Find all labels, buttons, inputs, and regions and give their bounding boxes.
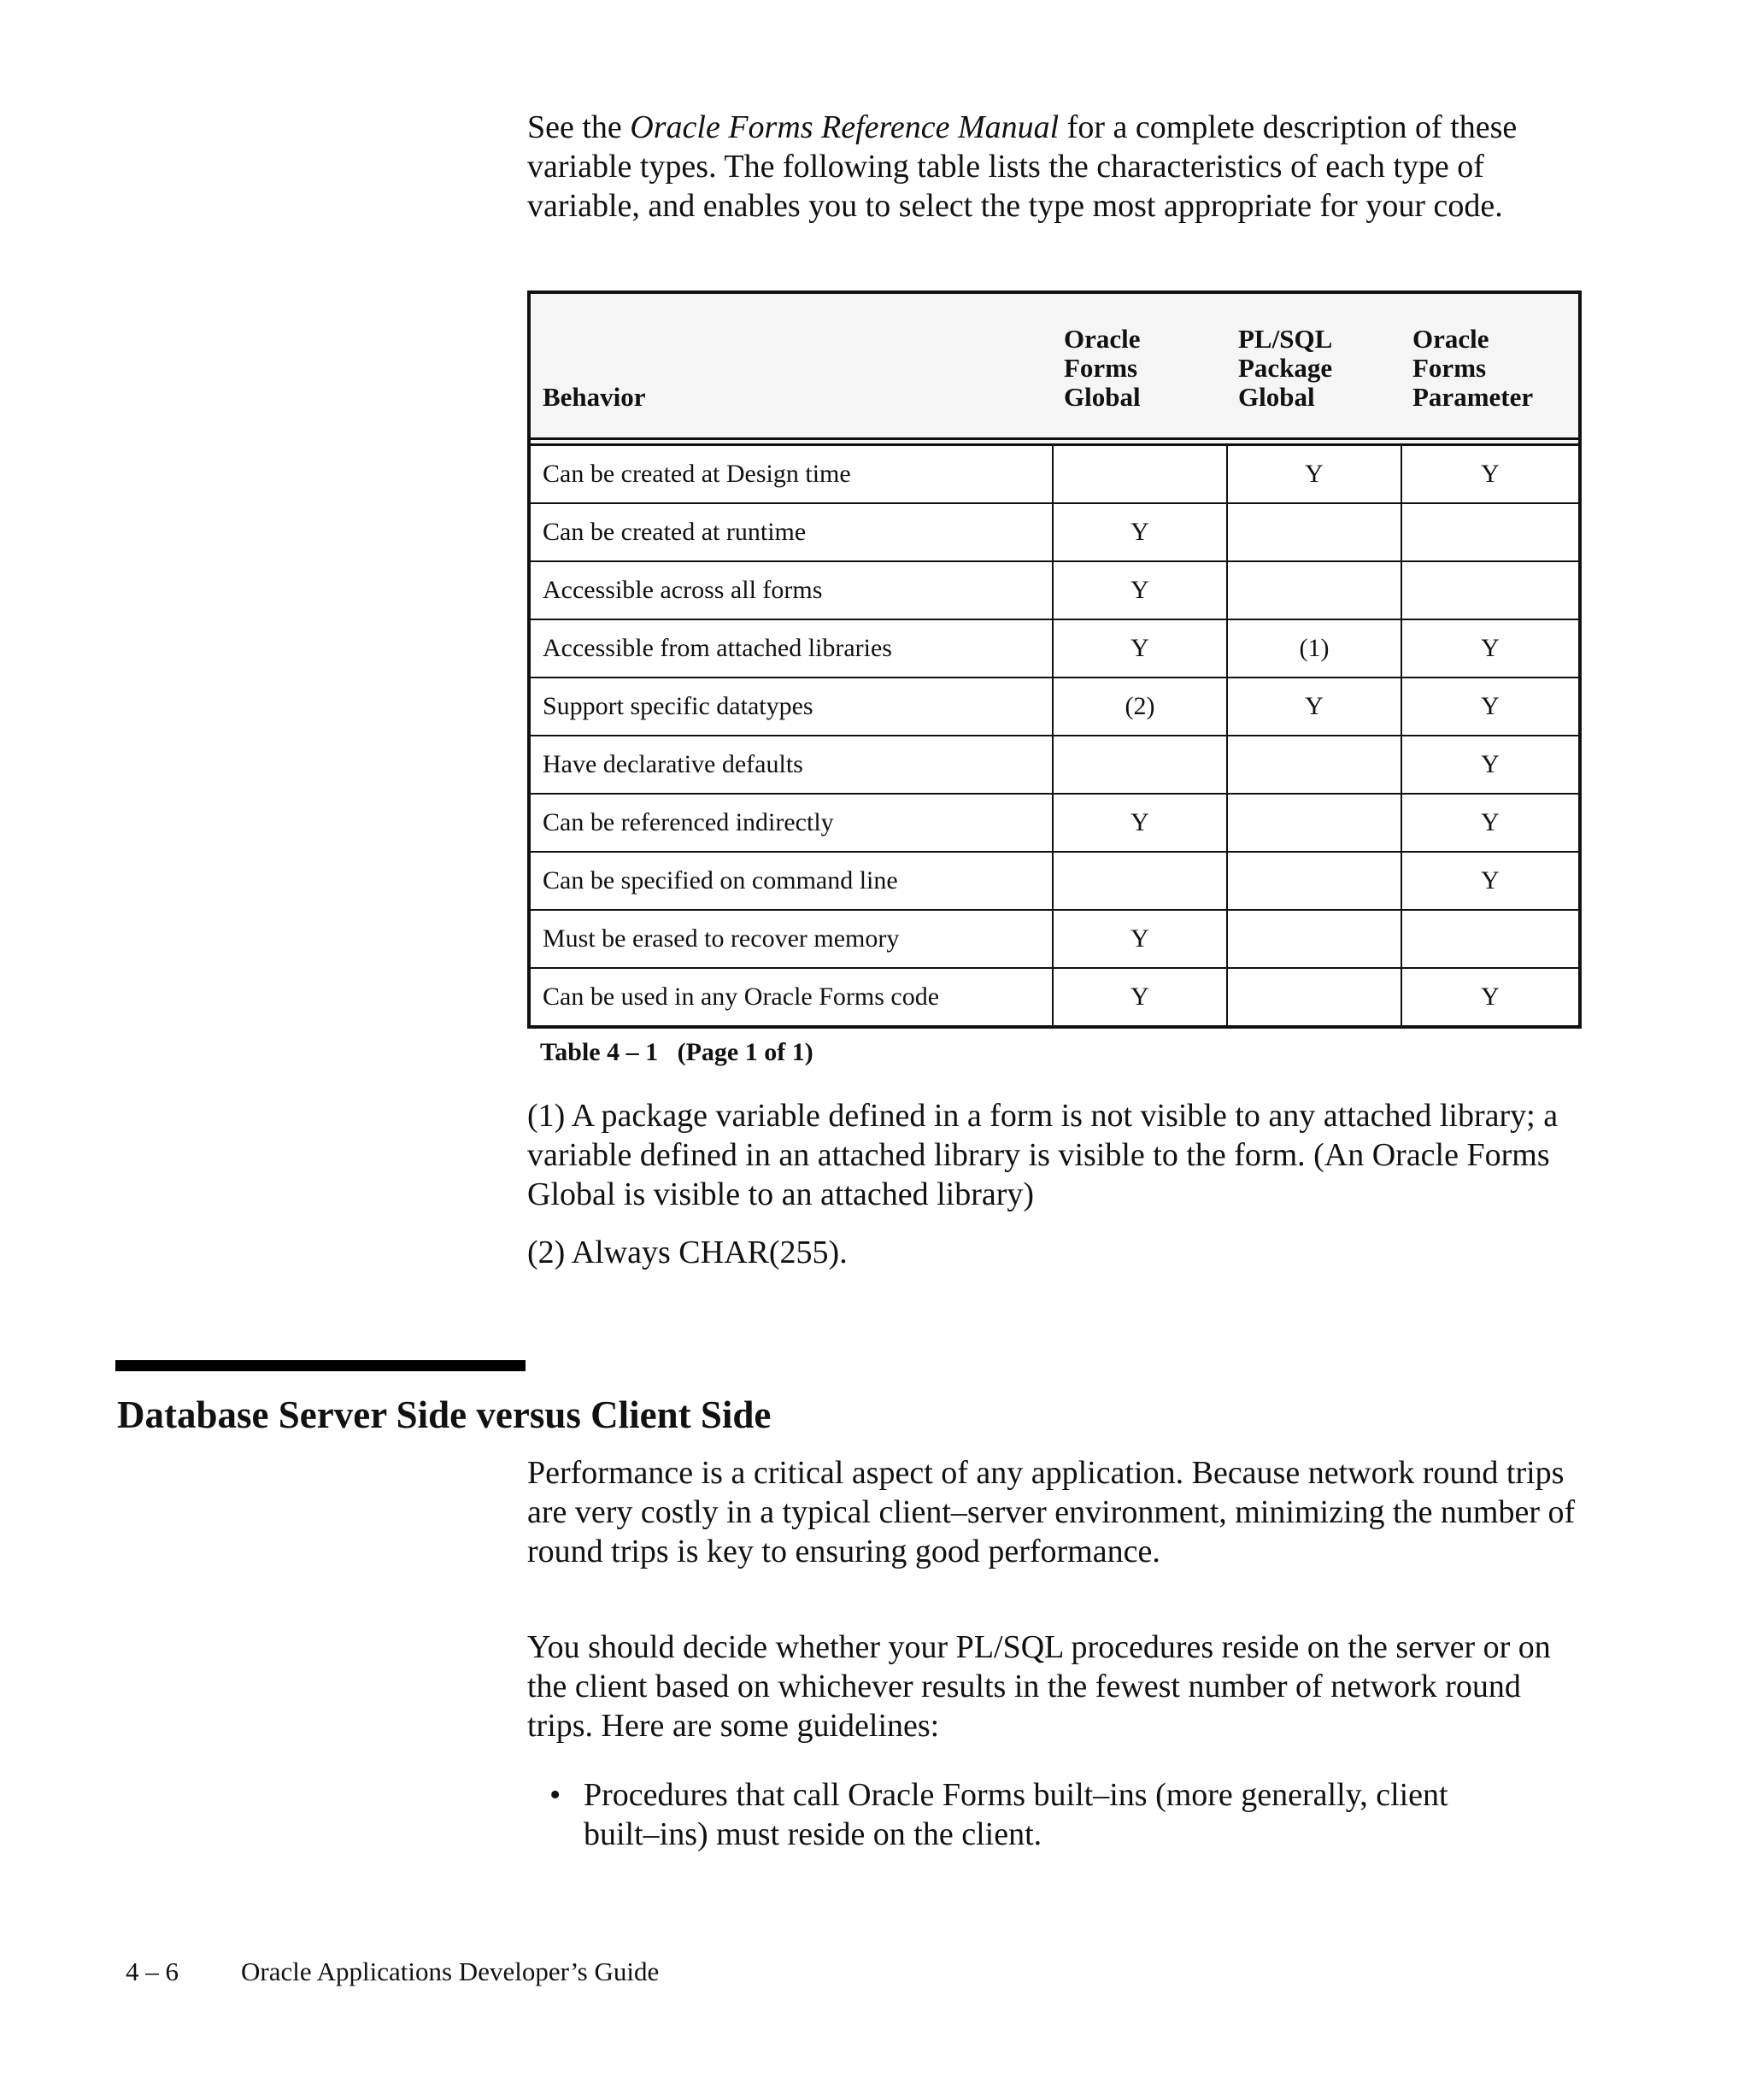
cell-behavior: Accessible from attached libraries — [543, 634, 892, 662]
table-row — [531, 735, 1578, 793]
cell-package-global — [1226, 504, 1401, 560]
cell-forms-parameter — [1401, 911, 1578, 967]
cell-forms-global: Y — [1052, 969, 1226, 1025]
cell-behavior: Have declarative defaults — [543, 750, 803, 778]
cell-forms-parameter — [1401, 562, 1578, 619]
table-row — [531, 446, 1578, 502]
section-divider — [115, 1360, 526, 1371]
cell-behavior: Can be created at Design time — [543, 460, 851, 488]
cell-forms-global: Y — [1052, 911, 1226, 967]
intro-paragraph — [527, 108, 1587, 226]
cell-forms-parameter: Y — [1401, 969, 1578, 1025]
header-plsql-package-global: PL/SQL Package Global — [1238, 324, 1333, 412]
cell-forms-parameter: Y — [1401, 853, 1578, 909]
list-item — [549, 1775, 1524, 1854]
intro-suffix: for a complete description of these variable types. The following table lists the characteristics of each type of variable, and enables you to select the type most appropriate for your code. — [527, 109, 1518, 224]
cell-behavior: Support specific datatypes — [543, 692, 813, 720]
cell-forms-parameter: Y — [1401, 795, 1578, 851]
table-row — [531, 677, 1578, 735]
cell-behavior: Can be specified on command line — [543, 866, 898, 895]
cell-package-global — [1226, 795, 1401, 851]
cell-package-global — [1226, 969, 1401, 1025]
table-row — [531, 967, 1578, 1025]
cell-forms-parameter — [1401, 504, 1578, 560]
table-header — [531, 294, 1578, 446]
cell-forms-global: Y — [1052, 795, 1226, 851]
book-title: Oracle Applications Developer’s Guide — [241, 1956, 660, 1986]
table-row — [531, 502, 1578, 560]
page-number: 4 – 6 — [126, 1956, 179, 1986]
section-paragraph-2: You should decide whether your PL/SQL procedures reside on the server or on the client based on whichever results in the fewest number of network round trips. Here are some guidelines: — [527, 1629, 1551, 1744]
intro-prefix: See the — [527, 109, 631, 145]
cell-package-global — [1226, 736, 1401, 793]
cell-forms-parameter: Y — [1401, 446, 1578, 502]
bullet-text: Procedures that call Oracle Forms built–ins (more generally, client built–ins) must reside on the client. — [584, 1777, 1448, 1852]
cell-package-global: (1) — [1226, 620, 1401, 677]
bullet-icon: • — [549, 1777, 561, 1813]
cell-behavior: Can be created at runtime — [543, 518, 807, 546]
section-paragraph-1: Performance is a critical aspect of any application. Because network round trips are very costly in a typical client–server environment, minimizing the number of round trips is key to ensuring good performance. — [527, 1455, 1576, 1569]
footnote-2: (2) Always CHAR(255). — [527, 1235, 848, 1270]
variable-characteristics-table — [527, 290, 1582, 1029]
cell-package-global — [1226, 911, 1401, 967]
cell-behavior: Can be used in any Oracle Forms code — [543, 983, 940, 1011]
cell-forms-global — [1052, 853, 1226, 909]
header-oracle-forms-parameter: Oracle Forms Parameter — [1412, 324, 1534, 412]
section-heading: Database Server Side versus Client Side — [117, 1393, 772, 1436]
table-row — [531, 619, 1578, 677]
cell-package-global — [1226, 562, 1401, 619]
table-row — [531, 560, 1578, 619]
footnote-1: (1) A package variable defined in a form is not visible to any attached library; a variable defined in an attached library is visible to the form. (An Oracle Forms Global is visible to an attached library) — [527, 1098, 1559, 1212]
cell-behavior: Accessible across all forms — [543, 576, 823, 604]
cell-forms-global — [1052, 736, 1226, 793]
header-behavior: Behavior — [543, 382, 646, 412]
cell-forms-parameter: Y — [1401, 736, 1578, 793]
cell-behavior: Must be erased to recover memory — [543, 924, 900, 953]
table-row — [531, 909, 1578, 967]
table-row — [531, 851, 1578, 909]
cell-forms-global: Y — [1052, 562, 1226, 619]
cell-package-global: Y — [1226, 446, 1401, 502]
cell-forms-global: (2) — [1052, 678, 1226, 735]
cell-forms-parameter: Y — [1401, 678, 1578, 735]
cell-forms-global: Y — [1052, 504, 1226, 560]
cell-package-global — [1226, 853, 1401, 909]
table-caption: Table 4 – 1 (Page 1 of 1) — [540, 1038, 813, 1066]
cell-forms-global: Y — [1052, 620, 1226, 677]
cell-package-global: Y — [1226, 678, 1401, 735]
header-oracle-forms-global: Oracle Forms Global — [1064, 324, 1141, 412]
manual-title: Oracle Forms Reference Manual — [630, 109, 1060, 145]
cell-forms-global — [1052, 446, 1226, 502]
table-row — [531, 793, 1578, 851]
cell-behavior: Can be referenced indirectly — [543, 808, 834, 836]
cell-forms-parameter: Y — [1401, 620, 1578, 677]
table-body — [531, 446, 1578, 1025]
